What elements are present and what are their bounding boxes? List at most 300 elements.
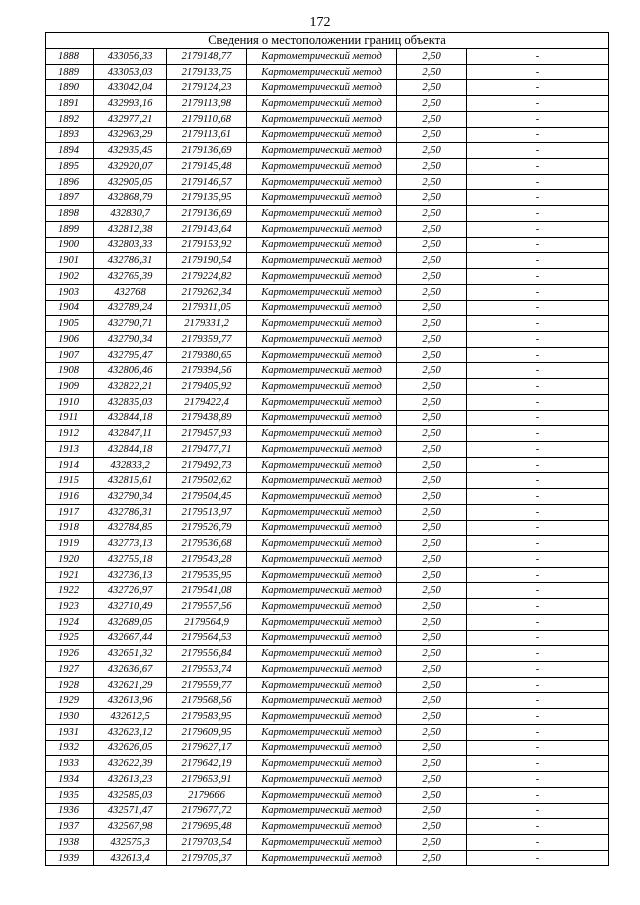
table-row [46, 614, 609, 630]
point-number-cell: 1893 [46, 127, 94, 143]
method-cell: Картометрический метод [247, 850, 397, 866]
y-coordinate-cell: 2179642,19 [167, 756, 247, 772]
description-cell: - [467, 284, 609, 300]
y-coordinate-cell: 2179564,9 [167, 614, 247, 630]
accuracy-cell: 2,50 [397, 80, 467, 96]
point-number-cell: 1909 [46, 379, 94, 395]
point-number-cell: 1928 [46, 677, 94, 693]
point-number-cell: 1908 [46, 363, 94, 379]
accuracy-cell: 2,50 [397, 284, 467, 300]
y-coordinate-cell: 2179262,34 [167, 284, 247, 300]
x-coordinate-cell: 432768 [94, 284, 167, 300]
y-coordinate-cell: 2179110,68 [167, 111, 247, 127]
table-row [46, 787, 609, 803]
point-number-cell: 1899 [46, 221, 94, 237]
method-cell: Картометрический метод [247, 630, 397, 646]
y-coordinate-cell: 2179583,95 [167, 709, 247, 725]
description-cell: - [467, 111, 609, 127]
point-number-cell: 1906 [46, 331, 94, 347]
x-coordinate-cell: 432803,33 [94, 237, 167, 253]
x-coordinate-cell: 432623,12 [94, 724, 167, 740]
y-coordinate-cell: 2179394,56 [167, 363, 247, 379]
table-row [46, 536, 609, 552]
method-cell: Картометрический метод [247, 127, 397, 143]
description-cell: - [467, 693, 609, 709]
y-coordinate-cell: 2179136,69 [167, 143, 247, 159]
point-number-cell: 1903 [46, 284, 94, 300]
x-coordinate-cell: 432963,29 [94, 127, 167, 143]
method-cell: Картометрический метод [247, 331, 397, 347]
description-cell: - [467, 331, 609, 347]
description-cell: - [467, 756, 609, 772]
table-row [46, 347, 609, 363]
y-coordinate-cell: 2179311,05 [167, 300, 247, 316]
method-cell: Картометрический метод [247, 190, 397, 206]
y-coordinate-cell: 2179148,77 [167, 49, 247, 65]
point-number-cell: 1934 [46, 772, 94, 788]
point-number-cell: 1892 [46, 111, 94, 127]
accuracy-cell: 2,50 [397, 347, 467, 363]
method-cell: Картометрический метод [247, 174, 397, 190]
accuracy-cell: 2,50 [397, 363, 467, 379]
method-cell: Картометрический метод [247, 394, 397, 410]
accuracy-cell: 2,50 [397, 331, 467, 347]
table-caption-row [46, 33, 609, 49]
point-number-cell: 1888 [46, 49, 94, 65]
description-cell: - [467, 709, 609, 725]
x-coordinate-cell: 432765,39 [94, 269, 167, 285]
table-row [46, 552, 609, 568]
table-row [46, 630, 609, 646]
x-coordinate-cell: 432710,49 [94, 599, 167, 615]
x-coordinate-cell: 432585,03 [94, 787, 167, 803]
method-cell: Картометрический метод [247, 143, 397, 159]
table-row [46, 159, 609, 175]
accuracy-cell: 2,50 [397, 174, 467, 190]
x-coordinate-cell: 432935,45 [94, 143, 167, 159]
point-number-cell: 1904 [46, 300, 94, 316]
method-cell: Картометрический метод [247, 536, 397, 552]
accuracy-cell: 2,50 [397, 614, 467, 630]
x-coordinate-cell: 432844,18 [94, 441, 167, 457]
accuracy-cell: 2,50 [397, 300, 467, 316]
x-coordinate-cell: 432790,71 [94, 316, 167, 332]
accuracy-cell: 2,50 [397, 834, 467, 850]
accuracy-cell: 2,50 [397, 159, 467, 175]
point-number-cell: 1915 [46, 473, 94, 489]
method-cell: Картометрический метод [247, 662, 397, 678]
table-row [46, 677, 609, 693]
table-caption: Сведения о местоположении границ объекта [46, 33, 609, 49]
x-coordinate-cell: 432822,21 [94, 379, 167, 395]
y-coordinate-cell: 2179113,61 [167, 127, 247, 143]
x-coordinate-cell: 432667,44 [94, 630, 167, 646]
y-coordinate-cell: 2179504,45 [167, 489, 247, 505]
x-coordinate-cell: 432905,05 [94, 174, 167, 190]
description-cell: - [467, 504, 609, 520]
accuracy-cell: 2,50 [397, 630, 467, 646]
method-cell: Картометрический метод [247, 300, 397, 316]
point-number-cell: 1929 [46, 693, 94, 709]
method-cell: Картометрический метод [247, 583, 397, 599]
x-coordinate-cell: 432789,24 [94, 300, 167, 316]
method-cell: Картометрический метод [247, 772, 397, 788]
description-cell: - [467, 190, 609, 206]
table-row [46, 316, 609, 332]
accuracy-cell: 2,50 [397, 237, 467, 253]
accuracy-cell: 2,50 [397, 677, 467, 693]
point-number-cell: 1932 [46, 740, 94, 756]
description-cell: - [467, 237, 609, 253]
y-coordinate-cell: 2179541,08 [167, 583, 247, 599]
method-cell: Картометрический метод [247, 834, 397, 850]
table-row [46, 441, 609, 457]
accuracy-cell: 2,50 [397, 756, 467, 772]
description-cell: - [467, 724, 609, 740]
y-coordinate-cell: 2179703,54 [167, 834, 247, 850]
description-cell: - [467, 441, 609, 457]
accuracy-cell: 2,50 [397, 473, 467, 489]
x-coordinate-cell: 433042,04 [94, 80, 167, 96]
x-coordinate-cell: 432689,05 [94, 614, 167, 630]
table-row [46, 583, 609, 599]
point-number-cell: 1918 [46, 520, 94, 536]
description-cell: - [467, 599, 609, 615]
x-coordinate-cell: 432613,23 [94, 772, 167, 788]
accuracy-cell: 2,50 [397, 740, 467, 756]
accuracy-cell: 2,50 [397, 206, 467, 222]
accuracy-cell: 2,50 [397, 567, 467, 583]
y-coordinate-cell: 2179653,91 [167, 772, 247, 788]
x-coordinate-cell: 432806,46 [94, 363, 167, 379]
y-coordinate-cell: 2179513,97 [167, 504, 247, 520]
point-number-cell: 1931 [46, 724, 94, 740]
point-number-cell: 1920 [46, 552, 94, 568]
accuracy-cell: 2,50 [397, 127, 467, 143]
y-coordinate-cell: 2179535,95 [167, 567, 247, 583]
point-number-cell: 1933 [46, 756, 94, 772]
y-coordinate-cell: 2179526,79 [167, 520, 247, 536]
x-coordinate-cell: 432790,34 [94, 489, 167, 505]
x-coordinate-cell: 432567,98 [94, 819, 167, 835]
method-cell: Картометрический метод [247, 677, 397, 693]
description-cell: - [467, 850, 609, 866]
description-cell: - [467, 614, 609, 630]
description-cell: - [467, 80, 609, 96]
y-coordinate-cell: 2179136,69 [167, 206, 247, 222]
point-number-cell: 1914 [46, 457, 94, 473]
accuracy-cell: 2,50 [397, 269, 467, 285]
x-coordinate-cell: 432830,7 [94, 206, 167, 222]
description-cell: - [467, 410, 609, 426]
table-row [46, 646, 609, 662]
accuracy-cell: 2,50 [397, 662, 467, 678]
table-row [46, 221, 609, 237]
point-number-cell: 1921 [46, 567, 94, 583]
point-number-cell: 1898 [46, 206, 94, 222]
description-cell: - [467, 583, 609, 599]
y-coordinate-cell: 2179477,71 [167, 441, 247, 457]
point-number-cell: 1900 [46, 237, 94, 253]
table-row [46, 724, 609, 740]
method-cell: Картометрический метод [247, 379, 397, 395]
y-coordinate-cell: 2179135,95 [167, 190, 247, 206]
method-cell: Картометрический метод [247, 363, 397, 379]
y-coordinate-cell: 2179113,98 [167, 96, 247, 112]
method-cell: Картометрический метод [247, 567, 397, 583]
y-coordinate-cell: 2179143,64 [167, 221, 247, 237]
point-number-cell: 1937 [46, 819, 94, 835]
method-cell: Картометрический метод [247, 111, 397, 127]
x-coordinate-cell: 432815,61 [94, 473, 167, 489]
y-coordinate-cell: 2179536,68 [167, 536, 247, 552]
description-cell: - [467, 787, 609, 803]
accuracy-cell: 2,50 [397, 552, 467, 568]
description-cell: - [467, 96, 609, 112]
y-coordinate-cell: 2179564,53 [167, 630, 247, 646]
y-coordinate-cell: 2179705,37 [167, 850, 247, 866]
y-coordinate-cell: 2179695,48 [167, 819, 247, 835]
description-cell: - [467, 64, 609, 80]
method-cell: Картометрический метод [247, 457, 397, 473]
accuracy-cell: 2,50 [397, 819, 467, 835]
table-row [46, 504, 609, 520]
description-cell: - [467, 630, 609, 646]
accuracy-cell: 2,50 [397, 64, 467, 80]
point-number-cell: 1911 [46, 410, 94, 426]
x-coordinate-cell: 432773,13 [94, 536, 167, 552]
x-coordinate-cell: 432755,18 [94, 552, 167, 568]
y-coordinate-cell: 2179559,77 [167, 677, 247, 693]
accuracy-cell: 2,50 [397, 253, 467, 269]
point-number-cell: 1889 [46, 64, 94, 80]
x-coordinate-cell: 432844,18 [94, 410, 167, 426]
x-coordinate-cell: 432847,11 [94, 426, 167, 442]
accuracy-cell: 2,50 [397, 520, 467, 536]
x-coordinate-cell: 432612,5 [94, 709, 167, 725]
method-cell: Картометрический метод [247, 740, 397, 756]
accuracy-cell: 2,50 [397, 190, 467, 206]
y-coordinate-cell: 2179359,77 [167, 331, 247, 347]
description-cell: - [467, 394, 609, 410]
description-cell: - [467, 834, 609, 850]
description-cell: - [467, 520, 609, 536]
point-number-cell: 1925 [46, 630, 94, 646]
x-coordinate-cell: 432833,2 [94, 457, 167, 473]
y-coordinate-cell: 2179556,84 [167, 646, 247, 662]
x-coordinate-cell: 433056,33 [94, 49, 167, 65]
point-number-cell: 1910 [46, 394, 94, 410]
description-cell: - [467, 316, 609, 332]
table-row [46, 253, 609, 269]
accuracy-cell: 2,50 [397, 96, 467, 112]
table-row [46, 489, 609, 505]
accuracy-cell: 2,50 [397, 646, 467, 662]
table-row [46, 96, 609, 112]
method-cell: Картометрический метод [247, 426, 397, 442]
accuracy-cell: 2,50 [397, 410, 467, 426]
accuracy-cell: 2,50 [397, 536, 467, 552]
y-coordinate-cell: 2179146,57 [167, 174, 247, 190]
description-cell: - [467, 536, 609, 552]
accuracy-cell: 2,50 [397, 441, 467, 457]
accuracy-cell: 2,50 [397, 316, 467, 332]
method-cell: Картометрический метод [247, 693, 397, 709]
method-cell: Картометрический метод [247, 237, 397, 253]
description-cell: - [467, 457, 609, 473]
table-row [46, 599, 609, 615]
description-cell: - [467, 221, 609, 237]
y-coordinate-cell: 2179224,82 [167, 269, 247, 285]
method-cell: Картометрический метод [247, 709, 397, 725]
y-coordinate-cell: 2179543,28 [167, 552, 247, 568]
x-coordinate-cell: 432786,31 [94, 253, 167, 269]
x-coordinate-cell: 432795,47 [94, 347, 167, 363]
description-cell: - [467, 803, 609, 819]
method-cell: Картометрический метод [247, 504, 397, 520]
method-cell: Картометрический метод [247, 284, 397, 300]
point-number-cell: 1890 [46, 80, 94, 96]
table-row [46, 662, 609, 678]
table-row [46, 174, 609, 190]
description-cell: - [467, 174, 609, 190]
accuracy-cell: 2,50 [397, 787, 467, 803]
x-coordinate-cell: 433053,03 [94, 64, 167, 80]
x-coordinate-cell: 432621,29 [94, 677, 167, 693]
point-number-cell: 1926 [46, 646, 94, 662]
method-cell: Картометрический метод [247, 347, 397, 363]
description-cell: - [467, 206, 609, 222]
y-coordinate-cell: 2179557,56 [167, 599, 247, 615]
point-number-cell: 1935 [46, 787, 94, 803]
accuracy-cell: 2,50 [397, 489, 467, 505]
x-coordinate-cell: 432868,79 [94, 190, 167, 206]
point-number-cell: 1907 [46, 347, 94, 363]
table-row [46, 834, 609, 850]
method-cell: Картометрический метод [247, 253, 397, 269]
method-cell: Картометрический метод [247, 787, 397, 803]
accuracy-cell: 2,50 [397, 709, 467, 725]
method-cell: Картометрический метод [247, 410, 397, 426]
description-cell: - [467, 253, 609, 269]
y-coordinate-cell: 2179438,89 [167, 410, 247, 426]
description-cell: - [467, 662, 609, 678]
table-row [46, 410, 609, 426]
table-row [46, 394, 609, 410]
method-cell: Картометрический метод [247, 64, 397, 80]
point-number-cell: 1938 [46, 834, 94, 850]
page-number: 172 [309, 15, 331, 30]
y-coordinate-cell: 2179666 [167, 787, 247, 803]
method-cell: Картометрический метод [247, 49, 397, 65]
description-cell: - [467, 489, 609, 505]
method-cell: Картометрический метод [247, 646, 397, 662]
description-cell: - [467, 269, 609, 285]
table-row [46, 331, 609, 347]
table-row [46, 819, 609, 835]
description-cell: - [467, 772, 609, 788]
table-row [46, 740, 609, 756]
description-cell: - [467, 646, 609, 662]
x-coordinate-cell: 432626,05 [94, 740, 167, 756]
table-row [46, 803, 609, 819]
method-cell: Картометрический метод [247, 599, 397, 615]
y-coordinate-cell: 2179422,4 [167, 394, 247, 410]
y-coordinate-cell: 2179133,75 [167, 64, 247, 80]
method-cell: Картометрический метод [247, 803, 397, 819]
point-number-cell: 1897 [46, 190, 94, 206]
description-cell: - [467, 473, 609, 489]
y-coordinate-cell: 2179553,74 [167, 662, 247, 678]
y-coordinate-cell: 2179492,73 [167, 457, 247, 473]
point-number-cell: 1922 [46, 583, 94, 599]
table-row [46, 457, 609, 473]
x-coordinate-cell: 432786,31 [94, 504, 167, 520]
boundary-coordinates-table [45, 32, 609, 866]
accuracy-cell: 2,50 [397, 850, 467, 866]
point-number-cell: 1891 [46, 96, 94, 112]
accuracy-cell: 2,50 [397, 426, 467, 442]
point-number-cell: 1916 [46, 489, 94, 505]
x-coordinate-cell: 432920,07 [94, 159, 167, 175]
accuracy-cell: 2,50 [397, 772, 467, 788]
method-cell: Картометрический метод [247, 756, 397, 772]
table-row [46, 709, 609, 725]
description-cell: - [467, 159, 609, 175]
table-row [46, 300, 609, 316]
description-cell: - [467, 552, 609, 568]
method-cell: Картометрический метод [247, 441, 397, 457]
accuracy-cell: 2,50 [397, 583, 467, 599]
method-cell: Картометрический метод [247, 473, 397, 489]
accuracy-cell: 2,50 [397, 49, 467, 65]
description-cell: - [467, 143, 609, 159]
y-coordinate-cell: 2179502,62 [167, 473, 247, 489]
table-row [46, 237, 609, 253]
accuracy-cell: 2,50 [397, 221, 467, 237]
accuracy-cell: 2,50 [397, 693, 467, 709]
point-number-cell: 1923 [46, 599, 94, 615]
point-number-cell: 1939 [46, 850, 94, 866]
table-row [46, 520, 609, 536]
accuracy-cell: 2,50 [397, 599, 467, 615]
x-coordinate-cell: 432622,39 [94, 756, 167, 772]
y-coordinate-cell: 2179568,56 [167, 693, 247, 709]
method-cell: Картометрический метод [247, 96, 397, 112]
description-cell: - [467, 363, 609, 379]
description-cell: - [467, 300, 609, 316]
accuracy-cell: 2,50 [397, 379, 467, 395]
x-coordinate-cell: 432977,21 [94, 111, 167, 127]
y-coordinate-cell: 2179153,92 [167, 237, 247, 253]
method-cell: Картометрический метод [247, 724, 397, 740]
y-coordinate-cell: 2179609,95 [167, 724, 247, 740]
accuracy-cell: 2,50 [397, 724, 467, 740]
table-row [46, 190, 609, 206]
x-coordinate-cell: 432575,3 [94, 834, 167, 850]
point-number-cell: 1901 [46, 253, 94, 269]
accuracy-cell: 2,50 [397, 394, 467, 410]
method-cell: Картометрический метод [247, 80, 397, 96]
point-number-cell: 1924 [46, 614, 94, 630]
method-cell: Картометрический метод [247, 269, 397, 285]
table-row [46, 850, 609, 866]
x-coordinate-cell: 432993,16 [94, 96, 167, 112]
x-coordinate-cell: 432736,13 [94, 567, 167, 583]
table-row [46, 756, 609, 772]
y-coordinate-cell: 2179405,92 [167, 379, 247, 395]
table-row [46, 772, 609, 788]
